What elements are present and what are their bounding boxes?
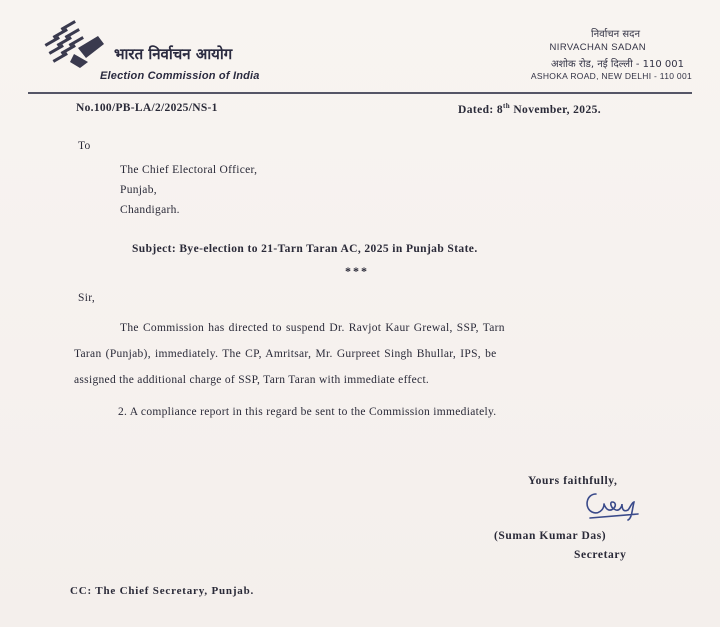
address-english-1: NIRVACHAN SADAN bbox=[549, 42, 646, 53]
signer-title: Secretary bbox=[574, 549, 627, 561]
to-label: To bbox=[78, 140, 91, 152]
body-paragraph-2: 2. A compliance report in this regard be sent to the Commission immediately. bbox=[118, 406, 497, 418]
org-name-english: Election Commission of India bbox=[100, 70, 260, 82]
signer-name: (Suman Kumar Das) bbox=[494, 530, 607, 542]
letter-date: Dated: 8th November, 2025. bbox=[458, 102, 602, 116]
subject-line: Subject: Bye-election to 21-Tarn Taran AC, 2025 in Punjab State. bbox=[132, 243, 478, 255]
recipient-line: Punjab, bbox=[120, 184, 157, 196]
address-english-2: ASHOKA ROAD, NEW DELHI - 110 001 bbox=[530, 71, 692, 81]
address-hindi-2: अशोक रोड, नई दिल्ली - 110 001 bbox=[550, 59, 684, 70]
salutation: Sir, bbox=[78, 292, 96, 304]
reference-number: No.100/PB-LA/2/2025/NS-1 bbox=[76, 102, 218, 114]
separator: *** bbox=[345, 264, 369, 278]
closing: Yours faithfully, bbox=[528, 475, 618, 487]
body-line: The Commission has directed to suspend Dr. Ravjot Kaur Grewal, SSP, Tarn bbox=[120, 322, 505, 334]
recipient-line: Chandigarh. bbox=[120, 204, 180, 216]
address-hindi-1: निर्वाचन सदन bbox=[591, 29, 640, 40]
body-line: Taran (Punjab), immediately. The CP, Amritsar, Mr. Gurpreet Singh Bhullar, IPS, be bbox=[74, 348, 497, 360]
body-line: assigned the additional charge of SSP, Tarn Taran with immediate effect. bbox=[74, 374, 430, 386]
header-divider bbox=[28, 92, 692, 94]
signature-image bbox=[582, 488, 644, 524]
cc-line: CC: The Chief Secretary, Punjab. bbox=[70, 585, 255, 597]
recipient-line: The Chief Electoral Officer, bbox=[120, 164, 258, 176]
org-name-hindi: भारत निर्वाचन आयोग bbox=[114, 45, 233, 63]
